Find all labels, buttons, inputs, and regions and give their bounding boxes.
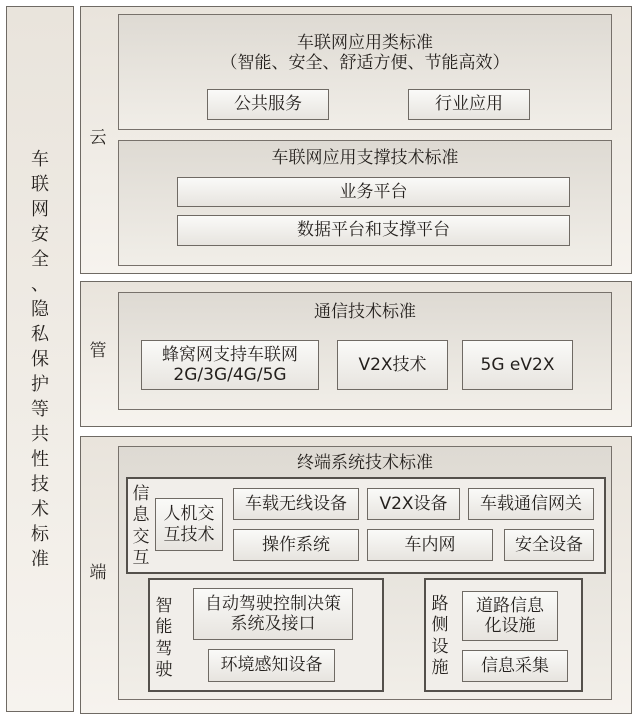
smart-driving-char: 智: [155, 596, 173, 616]
left-bar-char: 网: [31, 198, 49, 220]
environment-perception-box: 环境感知设备: [208, 649, 335, 682]
smart-driving-label: [154, 596, 174, 681]
terminal-standard-title: 终端系统技术标准: [297, 453, 433, 473]
left-bar-char: 安: [31, 223, 49, 245]
smart-driving-char: 能: [155, 617, 173, 638]
left-bar-char: 保: [31, 348, 49, 370]
hmi-tech-box: 人机交 互技术: [155, 498, 223, 551]
roadside-char: 施: [431, 657, 449, 678]
roadside-char: 设: [431, 636, 449, 657]
v2x-tech-box: V2X技术: [337, 340, 448, 390]
left-bar-char: 车: [31, 148, 49, 170]
in-vehicle-network-box: 车内网: [367, 529, 493, 561]
app-standard-subtitle: （智能、安全、舒适方便、节能高效）: [220, 53, 510, 73]
info-collection-box: 信息采集: [462, 650, 568, 682]
left-bar-char: 护: [31, 373, 49, 395]
left-bar-char: 联: [31, 173, 49, 195]
5g-ev2x-box: 5G eV2X: [462, 340, 573, 390]
roadside-char: 路: [431, 594, 449, 614]
security-device-box: 安全设备: [504, 529, 594, 561]
info-interaction-char: 信: [132, 484, 150, 504]
v2x-device-box: V2X设备: [367, 488, 460, 520]
left-bar-char: 私: [31, 323, 49, 345]
end-layer-label: 端: [89, 563, 107, 583]
smart-driving-char: 驶: [155, 659, 173, 680]
left-bar-char: 全: [31, 248, 49, 270]
vehicle-wireless-device-box: 车载无线设备: [233, 488, 359, 520]
info-interaction-label: [131, 484, 151, 569]
left-bar-char: 标: [31, 523, 49, 545]
data-platform-box: 数据平台和支撑平台: [177, 215, 570, 246]
left-bar-text: [31, 147, 49, 572]
left-bar-char: 等: [31, 398, 49, 420]
cloud-layer-label: 云: [89, 128, 107, 148]
left-bar-char: 、: [31, 273, 49, 295]
left-bar-char: 技: [31, 473, 49, 495]
smart-driving-char: 驾: [155, 638, 173, 659]
vehicle-gateway-box: 车载通信网关: [468, 488, 594, 520]
comm-standard-title: 通信技术标准: [314, 302, 416, 322]
left-bar-char: 共: [31, 423, 49, 445]
autonomous-decision-box: 自动驾驶控制决策 系统及接口: [193, 588, 353, 640]
left-bar-char: 性: [31, 448, 49, 470]
app-standard-title: 车联网应用类标准: [297, 33, 433, 53]
public-service-box: 公共服务: [207, 89, 329, 120]
operating-system-box: 操作系统: [233, 529, 359, 561]
road-informatization-box: 道路信息 化设施: [462, 591, 558, 641]
left-bar-char: 隐: [31, 298, 49, 320]
business-platform-box: 业务平台: [177, 177, 570, 207]
info-interaction-char: 息: [132, 505, 150, 526]
info-interaction-char: 互: [132, 547, 150, 568]
left-bar-char: 术: [31, 498, 49, 520]
roadside-char: 侧: [431, 615, 449, 636]
left-security-standards-bar: [6, 6, 74, 712]
support-standard-title: 车联网应用支撑技术标准: [271, 148, 459, 168]
left-bar-char: 准: [31, 548, 49, 570]
pipe-layer-label: 管: [89, 341, 107, 361]
roadside-label: [430, 594, 450, 679]
info-interaction-char: 交: [132, 526, 150, 547]
cellular-v2x-box: 蜂窝网支持车联网 2G/3G/4G/5G: [141, 340, 319, 390]
industry-application-box: 行业应用: [408, 89, 530, 120]
